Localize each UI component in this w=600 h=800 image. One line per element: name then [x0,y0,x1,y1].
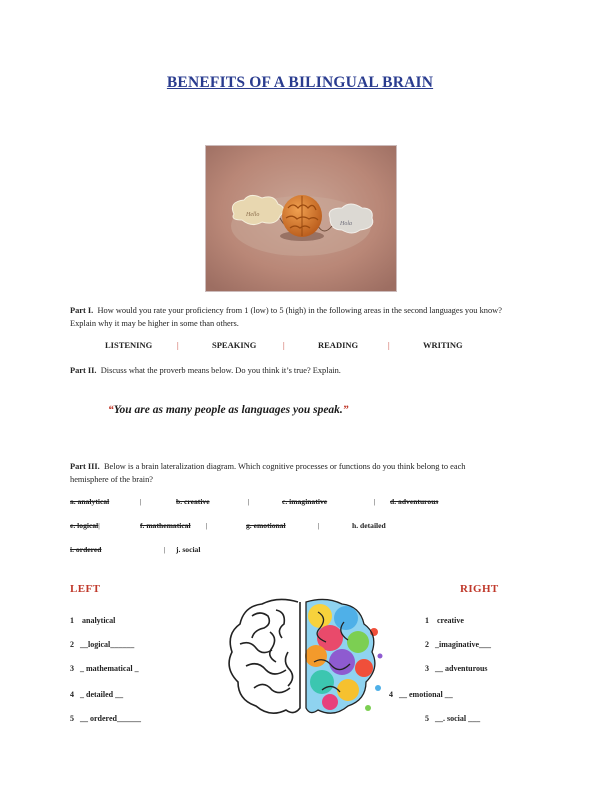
part1-line2: Explain why it may be higher in some than others. [70,319,239,328]
quote-text: You are as many people as languages you speak. [113,404,343,416]
left-answer-2: 2 __logical______ [70,640,135,649]
left-answer-1: 1 analytical [70,616,116,625]
brain-photo [205,145,397,292]
page-title: BENEFITS OF A BILINGUAL BRAIN [166,74,434,91]
part2-label: Part II. [70,366,97,375]
skill-speaking: SPEAKING [212,340,257,350]
part2-question [70,364,540,377]
option-a: a. analytical [70,497,110,506]
clay-brain [282,195,322,237]
left-answer-3: 3 _ mathematical _ [70,664,139,673]
right-hemisphere-color [305,599,383,713]
option-j: j. social [176,545,201,554]
left-answer-4: 4 _ detailed __ [70,690,124,699]
right-answer-5: 5 __. social ___ [425,714,481,723]
skill-separator: | [388,340,390,350]
option-h: h. detailed [352,521,386,530]
part3-label: Part III. [70,462,100,471]
option-separator: | [206,521,208,530]
left-answer-5: 5 __ ordered______ [70,714,141,723]
part1-question [70,304,540,330]
left-hemisphere-outline [229,599,300,713]
option-d: d. adventurous [390,497,439,506]
option-separator: | [140,497,142,506]
option-b: b. creative [176,497,210,506]
option-g: g. emotional [246,521,286,530]
hello-bubble-text: Hello [246,212,260,218]
option-c: c. imaginative [282,497,328,506]
option-separator: | [248,497,250,506]
right-answer-1: 1 creative [425,616,464,625]
right-answer-4: 4 __ emotional __ [389,690,453,699]
skill-writing: WRITING [423,340,463,350]
option-f: f. mathematical [140,521,191,530]
hola-bubble-text: Hola [340,221,352,227]
option-i: i. ordered [70,545,102,554]
part3-line1: Below is a brain lateralization diagram. Which cognitive processes or functions do you think belong to each [103,462,466,471]
skill-separator: | [177,340,179,350]
part1-label: Part I. [70,306,94,315]
proverb-quote [108,404,349,416]
skill-reading: READING [318,340,359,350]
right-header: RIGHT [460,583,499,595]
part2-text: Discuss what the proverb means below. Do you think it’s true? Explain. [100,366,341,375]
quote-close-mark: ” [342,404,349,416]
part3-question [70,460,540,486]
option-separator: | [164,545,166,554]
option-separator: | [318,521,320,530]
option-separator: | [374,497,376,506]
skill-listening: LISTENING [105,340,153,350]
part1-line1: How would you rate your proficiency from 1 (low) to 5 (high) in the following areas in the second languages you know? [97,306,502,315]
right-answer-3: 3 __ adventurous [425,664,488,673]
option-e: e. logical| [70,521,100,530]
part3-line2: hemisphere of the brain? [70,475,154,484]
skill-separator: | [283,340,285,350]
right-answer-2: 2 _imaginative___ [425,640,491,649]
left-header: LEFT [70,583,101,595]
quote-open-mark: “ [108,404,114,416]
brain-lateralization-diagram [218,592,388,732]
